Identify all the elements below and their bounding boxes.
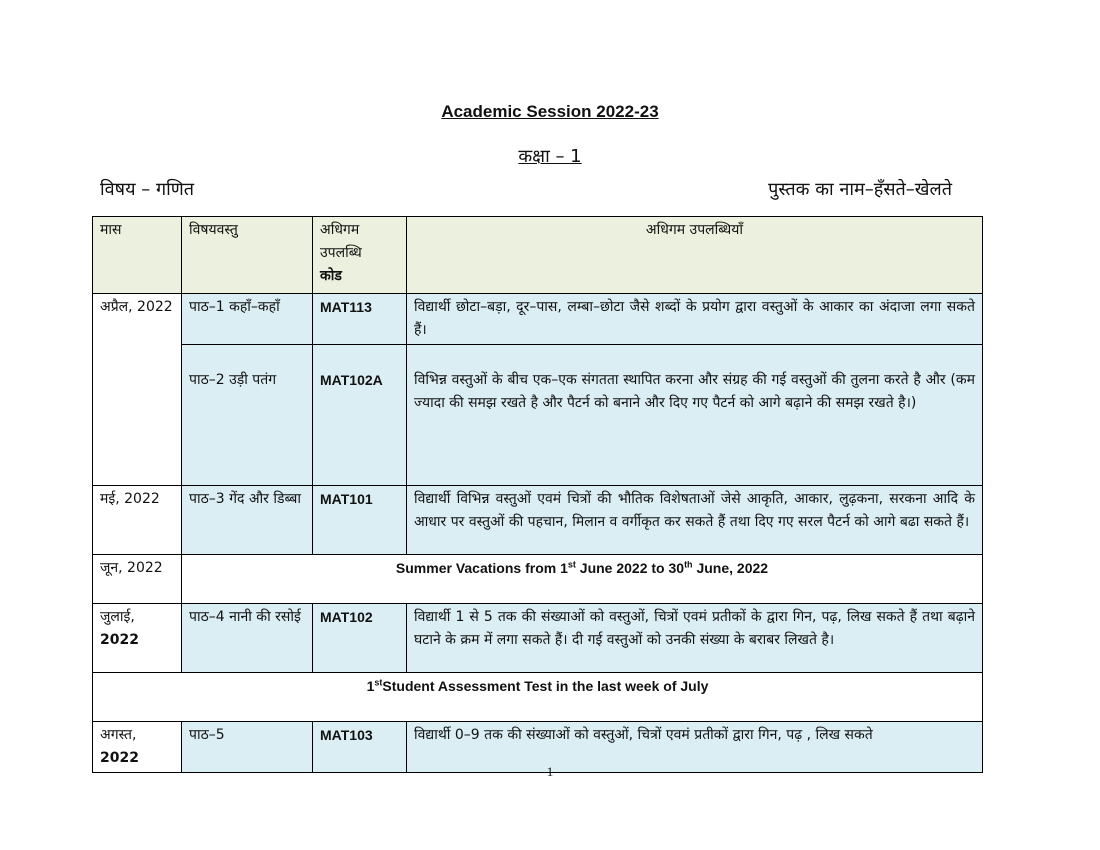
page-title [0, 102, 1100, 122]
code-cell: MAT101 [313, 486, 407, 555]
table-header-row [93, 217, 983, 294]
objective-cell: विद्यार्थी 0–9 तक की संख्याओं को वस्तुओं, चित्रों एवमं प्रतीकों द्वारा गिन, पढ़ , लिख सकते [407, 722, 983, 773]
objective-cell: विभिन्न वस्तुओं के बीच एक–एक संगतता स्थापित करना और संग्रह की गई वस्तुओं की तुलना करते है और (कम ज्यादा की समझ रखते है और पैटर्न को बनाने और दिए गए पैटर्न को आगे बढ़ाने की समझ रखते है।) [407, 345, 983, 486]
month-line2: 2022 [100, 750, 139, 766]
month-line1: अगस्त, [100, 727, 137, 743]
table-row [93, 673, 983, 722]
month-line1: जुलाई, [100, 609, 135, 625]
assessment-test-banner: 1stStudent Assessment Test in the last week of July [93, 673, 983, 722]
code-cell: MAT102 [313, 604, 407, 673]
header-objectives: अधिगम उपलब्धियाँ [407, 217, 983, 294]
month-line2: 2022 [100, 632, 139, 648]
book-name-label: पुस्तक का नाम–हँसते–खेलते [768, 179, 952, 200]
month-cell: अप्रैल, 2022 [93, 294, 182, 486]
code-cell: MAT102A [313, 345, 407, 486]
code-cell: MAT103 [313, 722, 407, 773]
table-row [93, 345, 983, 486]
objective-cell: विद्यार्थी 1 से 5 तक की संख्याओं को वस्तुओं, चित्रों एवमं प्रतीकों के द्वारा गिन, पढ़, लिख सकते हैं तथा बढ़ाने घटाने के क्रम में लगा सकते हैं। दी गई वस्तुओं को उनकी संख्या के बराबर लिखते है। [407, 604, 983, 673]
table-row [93, 294, 983, 345]
table-row [93, 555, 983, 604]
header-code [313, 217, 407, 294]
header-code-line1: अधिगम [320, 222, 360, 238]
summer-vacation-banner: Summer Vacations from 1st June 2022 to 30th June, 2022 [182, 555, 983, 604]
objective-cell: विद्यार्थी छोटा–बड़ा, दूर–पास, लम्बा–छोटा जैसे शब्दों के प्रयोग द्वारा वस्तुओं के आकार का अंदाजा लगा सकते हैं। [407, 294, 983, 345]
title-text: Academic Session 2022-23 [441, 102, 659, 121]
content-cell: पाठ–3 गेंद और डिब्बा [182, 486, 313, 555]
header-month: मास [93, 217, 182, 294]
objective-cell: विद्यार्थी विभिन्न वस्तुओं एवमं चित्रों की भौतिक विशेषताओं जेसे आकृति, आकार, लुढ़कना, सरकना आदि के आधार पर वस्तुओं की पहचान, मिलान व वर्गीकृत कर सकते हैं तथा दिए गए सरल पैटर्न को आगे बढा सकते हैं। [407, 486, 983, 555]
header-content: विषयवस्तु [182, 217, 313, 294]
month-cell: मई, 2022 [93, 486, 182, 555]
class-label [0, 144, 1100, 168]
page-number: 1 [546, 764, 554, 779]
content-cell: पाठ–2 उड़ी पतंग [182, 345, 313, 486]
class-text: कक्षा – 1 [518, 146, 582, 167]
subject-label: विषय – गणित [100, 179, 195, 200]
content-cell: पाठ–5 [182, 722, 313, 773]
table-row [93, 604, 983, 673]
table-row [93, 486, 983, 555]
syllabus-table [92, 216, 983, 773]
month-cell [93, 604, 182, 673]
month-cell: जून, 2022 [93, 555, 182, 604]
header-code-line3: कोड [320, 268, 342, 284]
code-cell: MAT113 [313, 294, 407, 345]
content-cell: पाठ–1 कहाँ–कहाँ [182, 294, 313, 345]
header-code-line2: उपलब्धि [320, 245, 362, 261]
content-cell: पाठ–4 नानी की रसोई [182, 604, 313, 673]
